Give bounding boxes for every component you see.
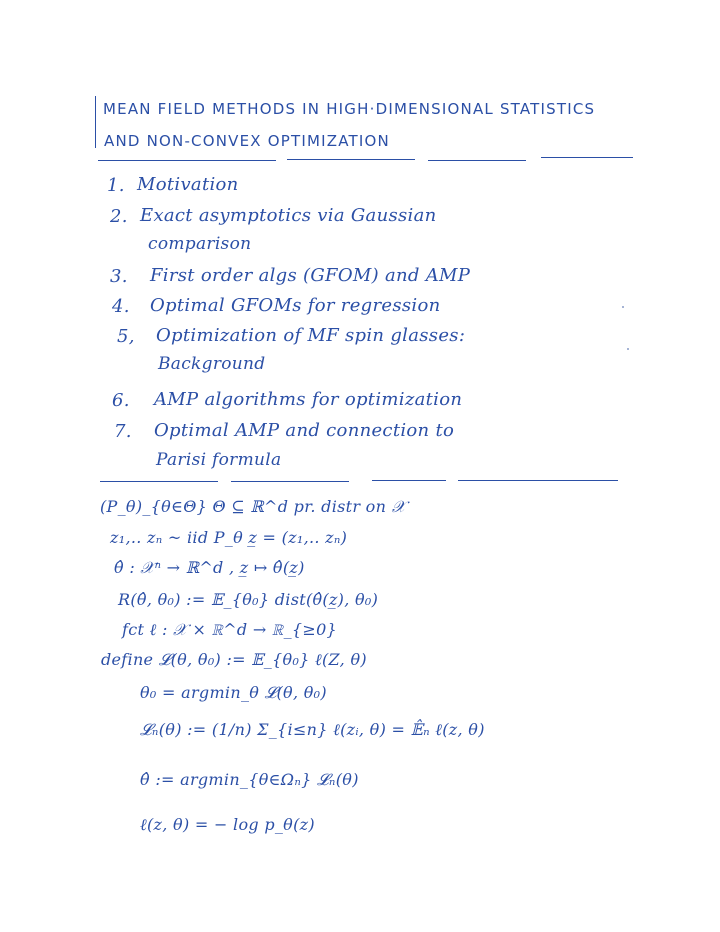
outline-item-2: Exact asymptotics via Gaussian	[140, 205, 437, 226]
note-line-9: θ̂ := argmin_{θ∈Ωₙ} 𝓛ₙ(θ)	[140, 770, 359, 789]
outline-item-5: Optimization of MF spin glasses:	[156, 325, 466, 346]
outline-item-3: First order algs (GFOM) and AMP	[150, 265, 471, 286]
divider-mid-1	[100, 481, 218, 482]
note-line-10: ℓ(z, θ) = − log p_θ(z)	[140, 815, 315, 834]
outline-num-6: 6.	[112, 390, 130, 411]
outline-item-1: Motivation	[137, 174, 239, 195]
divider-mid-3	[372, 480, 446, 481]
note-line-3: θ̂ : 𝒳ⁿ → ℝ^d , z̲ ↦ θ̂(z̲)	[114, 558, 305, 577]
outline-item-5-cont: Background	[158, 354, 266, 374]
title-bracket	[95, 96, 101, 148]
outline-num-2: 2.	[110, 206, 128, 227]
outline-item-4: Optimal GFOMs for regression	[150, 295, 441, 316]
title-line-1: MEAN FIELD METHODS IN HIGH·DIMENSIONAL STATISTICS	[103, 100, 596, 118]
outline-item-7: Optimal AMP and connection to	[154, 420, 455, 441]
outline-item-7-cont: Parisi formula	[156, 450, 282, 470]
divider-top-1	[98, 160, 276, 161]
divider-mid-4	[458, 480, 618, 481]
outline-num-7: 7.	[114, 421, 132, 442]
note-line-4: R(θ̂, θ₀) := 𝔼_{θ₀} dist(θ̂(z̲), θ₀)	[118, 590, 379, 609]
note-line-5: fct ℓ : 𝒳 × ℝ^d → ℝ_{≥0}	[122, 620, 338, 639]
note-line-6: define 𝓛(θ, θ₀) := 𝔼_{θ₀} ℓ(Z, θ)	[101, 650, 367, 669]
outline-num-4: 4.	[112, 296, 130, 317]
divider-top-2	[287, 159, 415, 160]
note-line-8: 𝓛ₙ(θ) := (1/n) Σ_{i≤n} ℓ(zᵢ, θ) = 𝔼̂ₙ ℓ(z, θ)	[140, 720, 485, 739]
note-line-2: z₁,.. zₙ ~ iid P_θ z̲ = (z₁,.. zₙ)	[110, 528, 348, 547]
divider-mid-2	[231, 481, 349, 482]
outline-num-5: 5,	[117, 326, 135, 347]
pen-dot	[622, 306, 624, 308]
note-line-7: θ₀ = argmin_θ 𝓛(θ, θ₀)	[140, 683, 327, 702]
outline-num-1: 1.	[107, 175, 125, 196]
title-line-2: AND NON-CONVEX OPTIMIZATION	[104, 132, 390, 150]
outline-item-2-cont: comparison	[148, 234, 252, 254]
divider-top-3	[428, 160, 526, 161]
outline-item-6: AMP algorithms for optimization	[154, 389, 463, 410]
pen-dot	[627, 348, 629, 350]
note-line-1: (P_θ)_{θ∈Θ} Θ ⊆ ℝ^d pr. distr on 𝒳	[100, 497, 406, 516]
divider-top-4	[541, 157, 633, 158]
outline-num-3: 3.	[110, 266, 128, 287]
